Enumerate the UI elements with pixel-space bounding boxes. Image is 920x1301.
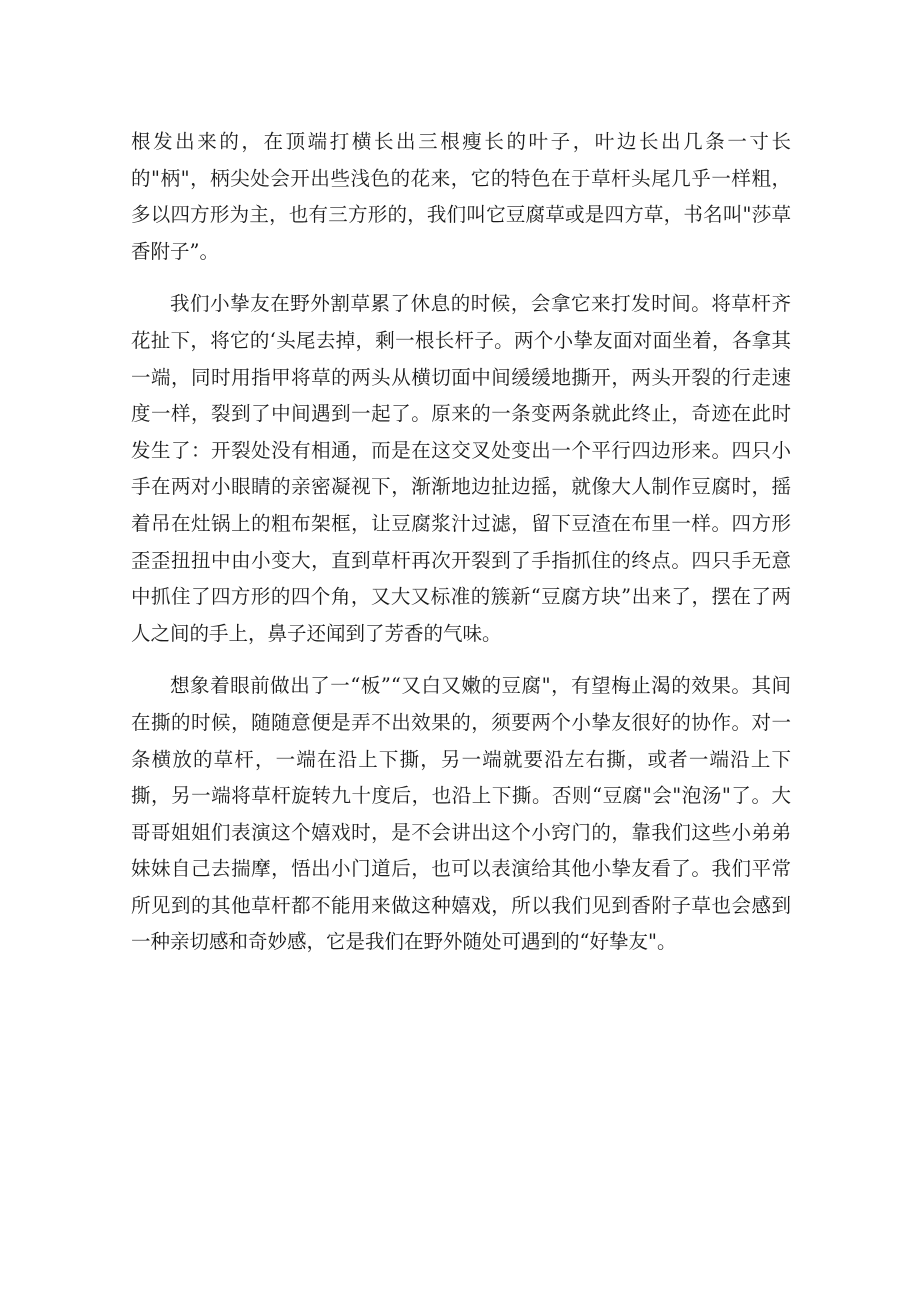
paragraph-2: 我们小挚友在野外割草累了休息的时候，会拿它来打发时间。将草杆齐花扯下，将它的‘头尾去掉，剩一根长杆子。两个小挚友面对面坐着，各拿其一端，同时用指甲将草的两头从横切面中间缓缓地撕开，两头开裂的行走速度一样，裂到了中间遇到一起了。原来的一条变两条就此终止，奇迹在此时发生了：开裂处没有相通，而是在这交叉处变出一个平行四边形来。四只小手在两对小眼睛的亲密凝视下，渐渐地边扯边摇，就像大人制作豆腐时，摇着吊在灶锅上的粗布架框，让豆腐浆汁过滤，留下豆渣在布里一样。四方形歪歪扭扭中由小变大，直到草杆再次开裂到了手指抓住的终点。四只手无意中抓住了四方形的四个角，又大又标准的簇新“豆腐方块”出来了，摆在了两人之间的手上，鼻子还闻到了芳香的气味。 [131, 292, 791, 645]
paragraph-1: 根发出来的，在顶端打横长出三根瘦长的叶子，叶边长出几条一寸长的"柄"，柄尖处会开出些浅色的花来，它的特色在于草杆头尾几乎一样粗，多以四方形为主，也有三方形的，我们叫它豆腐草或是四方草，书名叫"莎草香附子”。 [131, 130, 791, 263]
article-body [131, 124, 791, 961]
paragraph-3: 想象着眼前做出了一“板”“又白又嫩的豆腐"，有望梅止渴的效果。其间在撕的时候，随随意便是弄不出效果的，须要两个小挚友很好的协作。对一条横放的草杆，一端在沿上下撕，另一端就要沿左右撕，或者一端沿上下撕，另一端将草杆旋转九十度后，也沿上下撕。否则“豆腐"会"泡汤"了。大哥哥姐姐们表演这个嬉戏时，是不会讲出这个小窍门的，靠我们这些小弟弟妹妹自己去揣摩，悟出小门道后，也可以表演给其他小挚友看了。我们平常所见到的其他草杆都不能用来做这种嬉戏，所以我们见到香附子草也会感到一种亲切感和奇妙感，它是我们在野外随处可遇到的“好挚友"。 [131, 674, 791, 954]
